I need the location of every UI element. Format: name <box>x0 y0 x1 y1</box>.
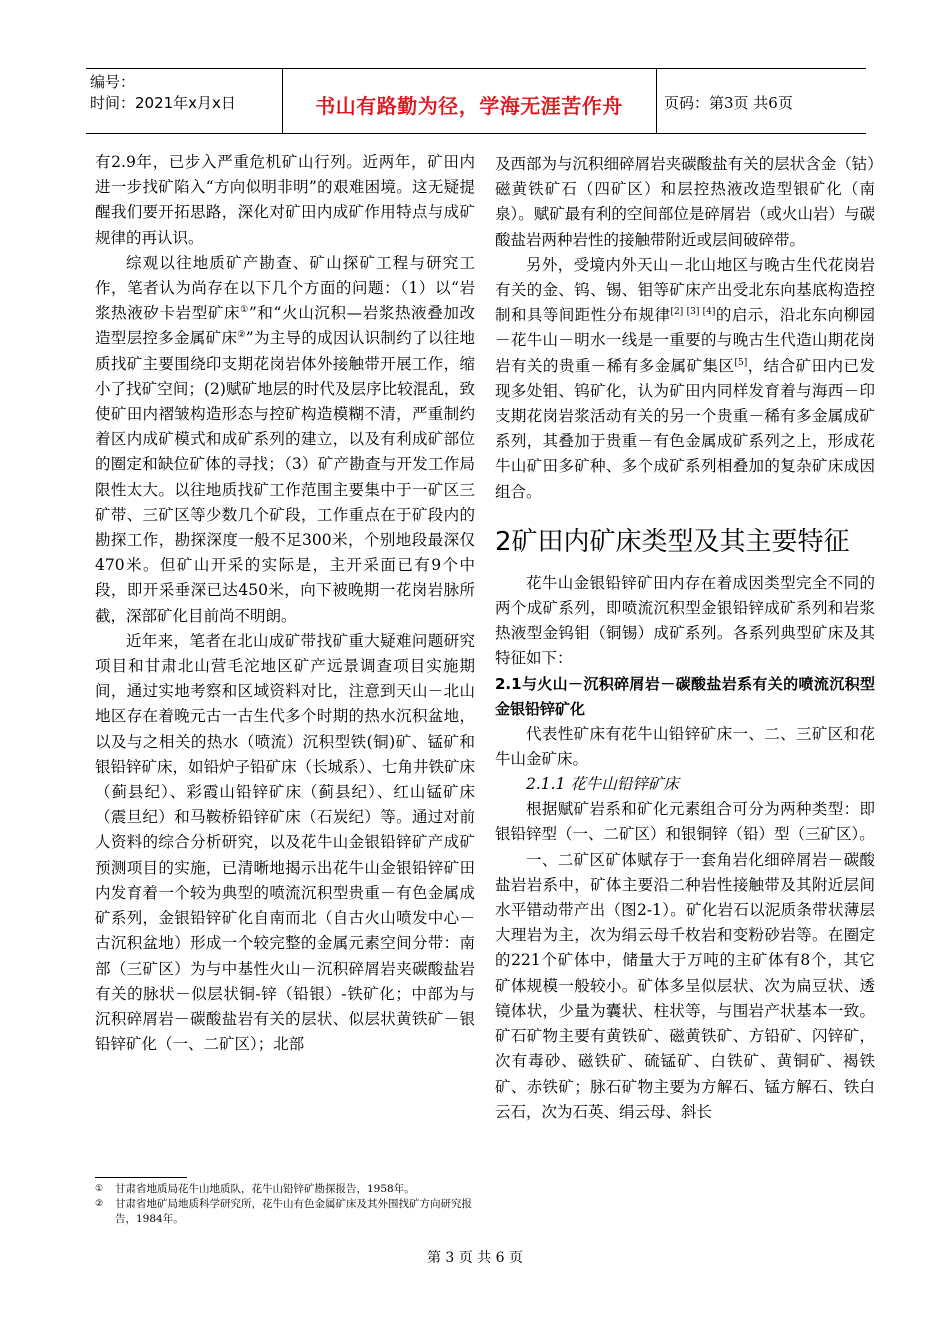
text-span: ，结合矿田内已发现多处钼、钨矿化，认为矿田内同样发育着与海西－印支期花岗岩浆活动有关的另一个贵重－稀有多金属成矿系列，其叠加于贵重－有色金属成矿系列之上，形成花牛山矿田多矿种、多个成矿系列相叠加的复杂矿床成因组合。 <box>495 356 875 501</box>
text-span: 的启示，沿北东向柳园－花牛山－明水一线是一重要的与晚古生代造山期花岗岩有关的贵重－稀有多金属矿集区 <box>495 306 875 375</box>
footnote-text: 甘肃省地矿局地质科学研究所，花牛山有色金属矿床及其外围找矿方向研究报告，1984年。 <box>115 1198 472 1225</box>
footnote-ref: ① <box>240 305 249 316</box>
footnotes <box>95 1182 475 1227</box>
header-meta <box>90 72 236 114</box>
paragraph: 近年来，笔者在北山成矿带找矿重大疑难问题研究项目和甘肃北山营毛沱地区矿产远景调查项目实施期间，通过实地考察和区域资料对比，注意到天山－北山地区存在着晚元古一古生代多个时期的热水沉积盆地，以及与之相关的热水（喷流）沉积型铁(铜)矿、锰矿和银铅锌矿床，如铅炉子铅矿床（长城系）、七角井铁矿床（蓟县纪）、彩霞山铅锌矿床（蓟县纪）、红山锰矿床（震旦纪）和马鞍桥铅锌矿床（石炭纪）等。通过对前人资料的综合分析研究，以及花牛山金银铅锌矿产成矿预测项目的实施，已清晰地揭示出花牛山金银铅锌矿田内发育着一个较为典型的喷流沉积型贵重－有色金属成矿系列，金银铅锌矿化自南而北（自古火山喷发中心－古沉积盆地）形成一个较完整的金属元素空间分带：南部（三矿区）为与中基性火山－沉积碎屑岩夹碳酸盐岩有关的脉状－似层状铜-锌（铅银）-铁矿化；中部为与沉积碎屑岩－碳酸盐岩有关的层状、似层状黄铁矿－银铅锌矿化（一、二矿区）；北部 <box>95 631 475 1054</box>
paragraph: 代表性矿床有花牛山铅锌矿床一、二、三矿区和花牛山金矿床。 <box>495 724 875 768</box>
footnote-ref: ② <box>237 330 246 341</box>
section-title: 2矿田内矿床类型及其主要特征 <box>495 526 850 557</box>
footnote-text: 甘肃省地质局花牛山地质队，花牛山铅锌矿勘探报告，1958年。 <box>115 1183 415 1195</box>
header-top-rule <box>86 68 866 69</box>
footnote <box>95 1182 475 1197</box>
subsubsection-title: 2.1.1 花牛山铅锌矿床 <box>526 775 679 794</box>
subsection-title: 2.1与火山－沉积碎屑岩－碳酸盐岩系有关的喷流沉积型金银铅锌矿化 <box>495 674 875 718</box>
paragraph: 根据赋矿岩系和矿化元素组合可分为两种类型：即银铅锌型（一、二矿区）和银铜锌（铅）型（三矿区）。 <box>495 800 875 844</box>
footnote-rule <box>95 1177 187 1178</box>
page-footer: 第 3 页 共 6 页 <box>426 1250 524 1266</box>
paragraph <box>495 253 875 505</box>
paragraph: 及西部为与沉积细碎屑岩夹碳酸盐有关的层状含金（钴）磁黄铁矿石（四矿区）和层控热液改造型银矿化（南泉）。赋矿最有利的空间部位是碎屑岩（或火山岩）与碳酸盐岩两种岩性的接触带附近或层间破碎带。 <box>495 155 875 249</box>
document-number-label: 编号： <box>90 73 136 91</box>
paragraph: 花牛山金银铅锌矿田内存在着成因类型完全不同的两个成矿系列，即喷流沉积型金银铅锌成矿系列和岩浆热液型金钨钼（铜锡）成矿系列。各系列典型矿床及其特征如下： <box>495 573 875 668</box>
footnote <box>95 1197 475 1227</box>
paragraph <box>95 251 475 629</box>
left-column <box>95 150 475 1057</box>
text-span: ”和“火山沉积—岩浆热液叠加改造型层控多金属矿床 <box>95 304 475 348</box>
header-motto: 书山有路勤为径，学海无涯苦作舟 <box>315 94 623 118</box>
paragraph: 一、二矿区矿体赋存于一套角岩化细碎屑岩－碳酸盐岩岩系中，矿体主要沿二种岩性接触带及其附近层间水平错动带产出（图2-1）。矿化岩石以泥质条带状薄层大理岩为主，次为绢云母千枚岩和变粉砂岩等。在圈定的221个矿体中，储量大于万吨的主矿体有8个，其它矿体规模一般较小。矿体多呈似层状、次为扁豆状、透镜体状，少量为囊状、柱状等，与围岩产状基本一致。矿石矿物主要有黄铁矿、磁黄铁矿、方铅矿、闪锌矿，次有毒砂、磁铁矿、硫锰矿、白铁矿、黄铜矿、褐铁矿、赤铁矿；脉石矿物主要为方解石、锰方解石、铁白云石，次为石英、绢云母、斜长 <box>495 850 875 1121</box>
text-span: 综观以往地质矿产勘查、矿山探矿工程与研究工作，笔者认为尚存在以下几个方面的问题：（1）以“岩浆热液矽卡岩型矿床 <box>95 253 475 323</box>
reference-ref: [5] <box>734 357 748 368</box>
text-span: 另外，受境内外天山－北山地区与晚古生代花岗岩有关的金、钨、锡、钼等矿床产出受北东向基底构造控制和具等间距性分布规律 <box>495 255 875 325</box>
footnote-mark: ① <box>95 1184 104 1194</box>
header-page-label: 页码：第3页 共6页 <box>664 94 793 112</box>
reference-ref: [2] [3] [4] <box>670 307 716 318</box>
right-column <box>495 152 875 1125</box>
text-span: ”为主导的成因认识制约了以往地质找矿主要围绕印支期花岗岩体外接触带开展工作，缩小了找矿空间；(2)赋矿地层的时代及层序比较混乱，致使矿田内褶皱构造形态与控矿构造模糊不清，严重制约着区内成矿模式和成矿系列的建立，以及有利成矿部位的圈定和缺位矿体的寻找；（3）矿产勘查与开发工作局限性太大。以往地质找矿工作范围主要集中于一矿区三矿带、三矿区等少数几个矿段，工作重点在于矿段内的勘探工作，勘探深度一般不足300米，个别地段最深仅470米。但矿山开采的实际是，主开采面已有9个中段，即开采垂深已达450米，向下被晚期一花岗岩脉所截，深部矿化目前尚不明朗。 <box>95 329 475 625</box>
footnote-mark: ② <box>95 1199 104 1209</box>
header-divider <box>282 68 283 133</box>
header-bottom-rule <box>86 133 866 134</box>
header-divider <box>656 68 657 133</box>
document-date-label: 时间：2021年x月x日 <box>90 94 236 112</box>
paragraph: 有2.9年，已步入严重危机矿山行列。近两年，矿田内进一步找矿陷入“方向似明非明”的艰难困境。这无疑提醒我们要开拓思路，深化对矿田内成矿作用特点与成矿规律的再认识。 <box>95 153 475 247</box>
